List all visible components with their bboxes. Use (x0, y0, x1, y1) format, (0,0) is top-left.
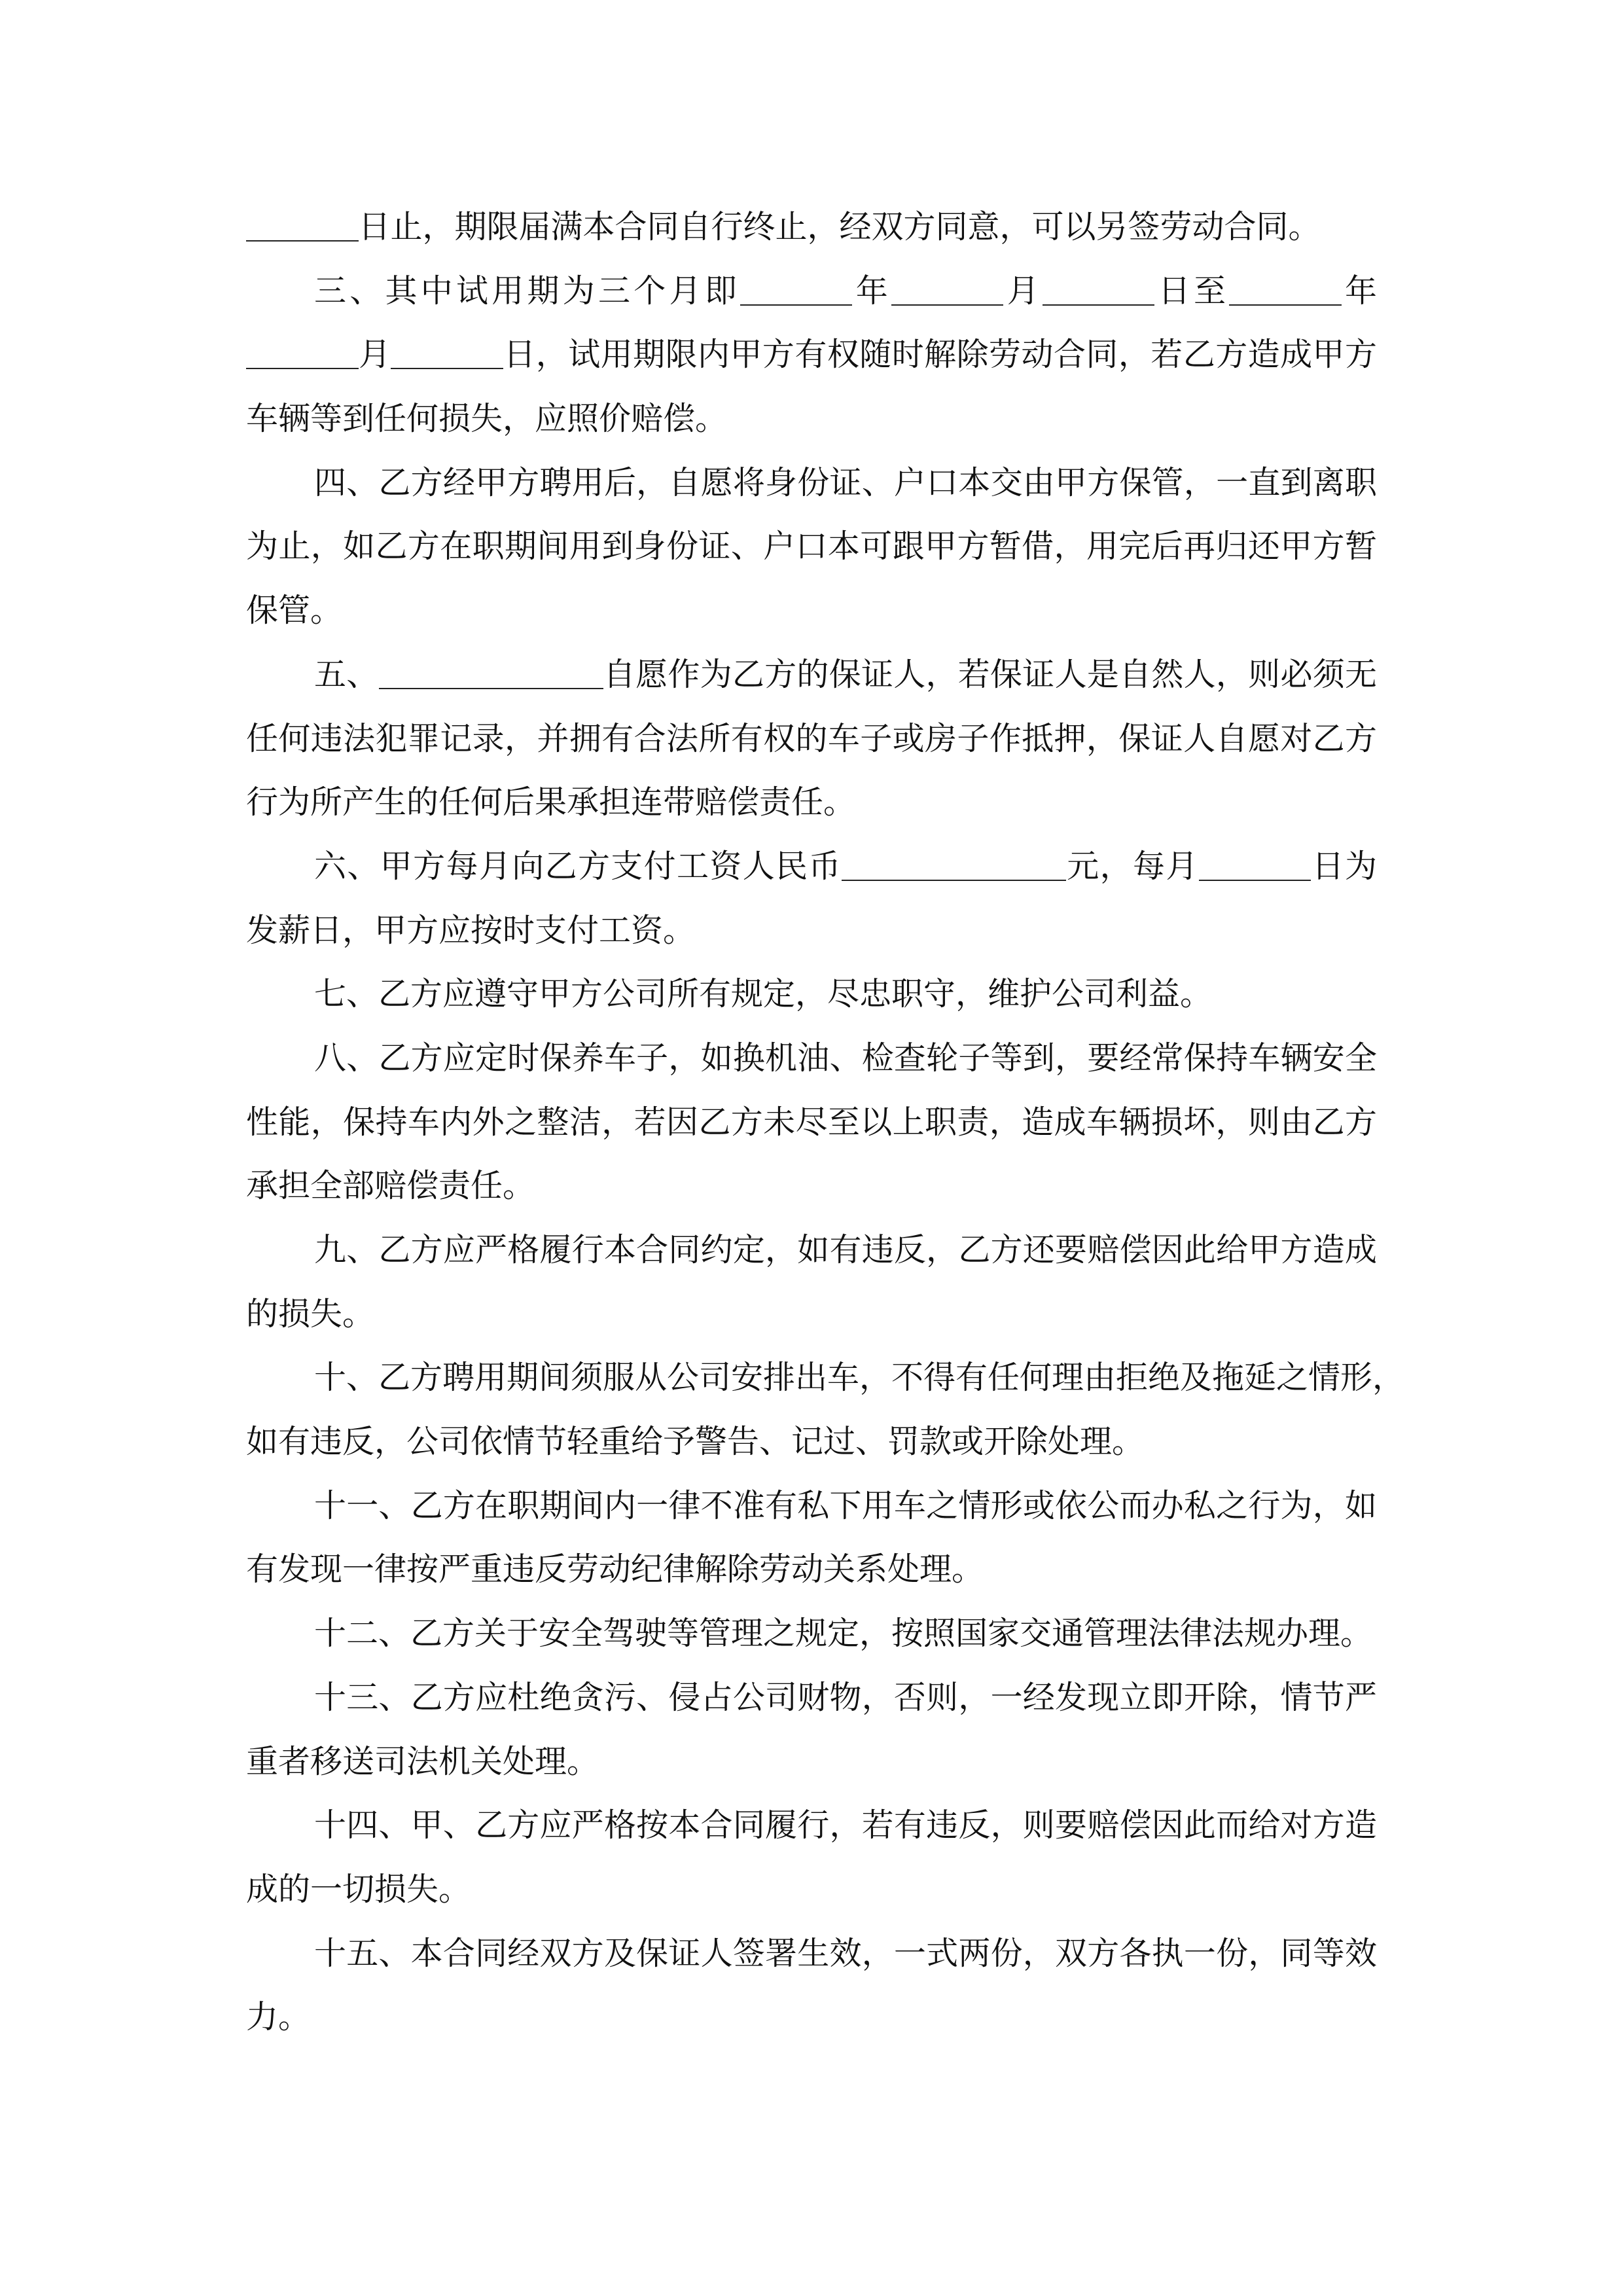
clause-text: 如有违反，公司依情节轻重给予警告、记过、罚款或开除处理。 (246, 1423, 1145, 1461)
clause-line (246, 770, 1377, 834)
clause-paragraph (246, 1666, 1377, 1793)
clause-line (246, 1090, 1377, 1155)
clause-paragraph (246, 1602, 1377, 1666)
clause-paragraph (246, 1793, 1377, 1921)
clause-line (246, 643, 1377, 707)
blank-fill-field (891, 274, 1004, 306)
clause-paragraph (246, 962, 1377, 1026)
clause-text: 性能，保持车内外之整洁，若因乙方未尽至以上职责，造成车辆损坏，则由乙方 (246, 1103, 1377, 1141)
blank-fill-field (246, 338, 359, 370)
clause-paragraph (246, 1474, 1377, 1602)
blank-fill-field (740, 274, 853, 306)
clause-text: 为止，如乙方在职期间用到身份证、户口本可跟甲方暂借，用完后再归还甲方暂 (246, 528, 1377, 565)
clause-line (246, 834, 1377, 899)
clause-line (246, 1474, 1377, 1538)
clause-line (246, 579, 1377, 643)
clause-text: 月 (1003, 272, 1043, 310)
contract-page-body (246, 195, 1405, 2049)
clause-line (246, 962, 1377, 1026)
clause-line (246, 1730, 1377, 1794)
clause-line (246, 1793, 1377, 1857)
clause-line (246, 1666, 1377, 1730)
clause-text: 月 (358, 336, 391, 374)
clause-line (246, 1282, 1377, 1346)
clause-text: 日至 (1154, 272, 1230, 310)
clause-line (246, 1218, 1377, 1282)
clause-line (246, 514, 1377, 579)
clause-line (246, 1154, 1377, 1218)
clause-text: 十三、乙方应杜绝贪污、侵占公司财物，否则，一经发现立即开除，情节严 (314, 1678, 1377, 1716)
clause-text: 十五、本合同经双方及保证人签署生效，一式两份，双方各执一份，同等效 (314, 1934, 1377, 1972)
clause-text: 四、乙方经甲方聘用后，自愿将身份证、户口本交由甲方保管，一直到离职 (314, 463, 1377, 501)
clause-line (246, 1026, 1377, 1090)
clause-line (246, 387, 1377, 451)
clause-text: 的损失。 (246, 1295, 375, 1333)
clause-paragraph (246, 1922, 1377, 2049)
clause-text: 元，每月 (1065, 847, 1199, 885)
clause-text: 成的一切损失。 (246, 1870, 471, 1908)
clause-text: 八、乙方应定时保养车子，如换机油、检查轮子等到，要经常保持车辆安全 (314, 1039, 1377, 1077)
clause-text: 力。 (246, 1998, 311, 2036)
clause-line (246, 451, 1377, 515)
clause-text: 年 (1341, 272, 1377, 310)
clause-line (246, 1857, 1377, 1922)
clause-text: 车辆等到任何损失，应照价赔偿。 (246, 400, 728, 438)
clause-text: 九、乙方应严格履行本合同约定，如有违反，乙方还要赔偿因此给甲方造成 (314, 1231, 1377, 1268)
clause-text: 十四、甲、乙方应严格按本合同履行，若有违反，则要赔偿因此而给对方造 (314, 1806, 1377, 1844)
clause-text: 保管。 (246, 592, 343, 630)
clause-line (246, 707, 1377, 771)
clause-text: 承担全部赔偿责任。 (246, 1167, 535, 1205)
clause-line (246, 195, 1377, 259)
clause-line (246, 1537, 1377, 1602)
clause-text: 十、乙方聘用期间须服从公司安排出车，不得有任何理由拒绝及拖延之情形， (314, 1359, 1405, 1397)
blank-fill-field (1199, 849, 1311, 881)
clause-text: 任何违法犯罪记录，并拥有合法所有权的车子或房子作抵押，保证人自愿对乙方 (246, 719, 1377, 757)
clause-line (246, 1410, 1377, 1474)
blank-fill-field (246, 209, 359, 242)
clause-text: 有发现一律按严重违反劳动纪律解除劳动关系处理。 (246, 1551, 984, 1588)
blank-fill-field (842, 849, 1066, 881)
clause-text: 年 (852, 272, 891, 310)
clause-text: 三、其中试用期为三个月即 (314, 272, 740, 310)
clause-line (246, 259, 1377, 323)
clause-paragraph (246, 1026, 1377, 1218)
clause-text: 日止，期限届满本合同自行终止，经双方同意，可以另签劳动合同。 (358, 208, 1321, 245)
clause-text: 发薪日，甲方应按时支付工资。 (246, 911, 696, 949)
clause-line (246, 1922, 1377, 1986)
clause-text: 自愿作为乙方的保证人，若保证人是自然人，则必须无 (603, 655, 1377, 693)
clause-paragraph (246, 834, 1377, 962)
clause-line (246, 323, 1377, 387)
clause-line (246, 1602, 1377, 1666)
clause-text: 日，试用期限内甲方有权随时解除劳动合同，若乙方造成甲方 (503, 336, 1377, 374)
clause-paragraph (246, 259, 1377, 451)
clause-paragraph (246, 1346, 1405, 1473)
clause-line (246, 1985, 1377, 2049)
clause-text: 日为 (1311, 847, 1377, 885)
clause-paragraph (246, 195, 1377, 259)
blank-fill-field (379, 657, 603, 689)
clause-text: 重者移送司法机关处理。 (246, 1742, 599, 1780)
clause-line (246, 1346, 1405, 1410)
clause-text: 六、甲方每月向乙方支付工资人民币 (314, 847, 842, 885)
clause-line (246, 899, 1377, 963)
blank-fill-field (391, 338, 503, 370)
clause-text: 七、乙方应遵守甲方公司所有规定，尽忠职守，维护公司利益。 (314, 975, 1213, 1013)
clause-text: 十一、乙方在职期间内一律不准有私下用车之情形或依公而办私之行为，如 (314, 1486, 1377, 1524)
clause-paragraph (246, 1218, 1377, 1346)
blank-fill-field (1229, 274, 1342, 306)
clause-paragraph (246, 451, 1377, 643)
clause-paragraph (246, 643, 1377, 834)
clause-text: 五、 (314, 655, 379, 693)
blank-fill-field (1043, 274, 1155, 306)
clause-text: 行为所产生的任何后果承担连带赔偿责任。 (246, 783, 856, 821)
clause-text: 十二、乙方关于安全驾驶等管理之规定，按照国家交通管理法律法规办理。 (314, 1615, 1373, 1653)
